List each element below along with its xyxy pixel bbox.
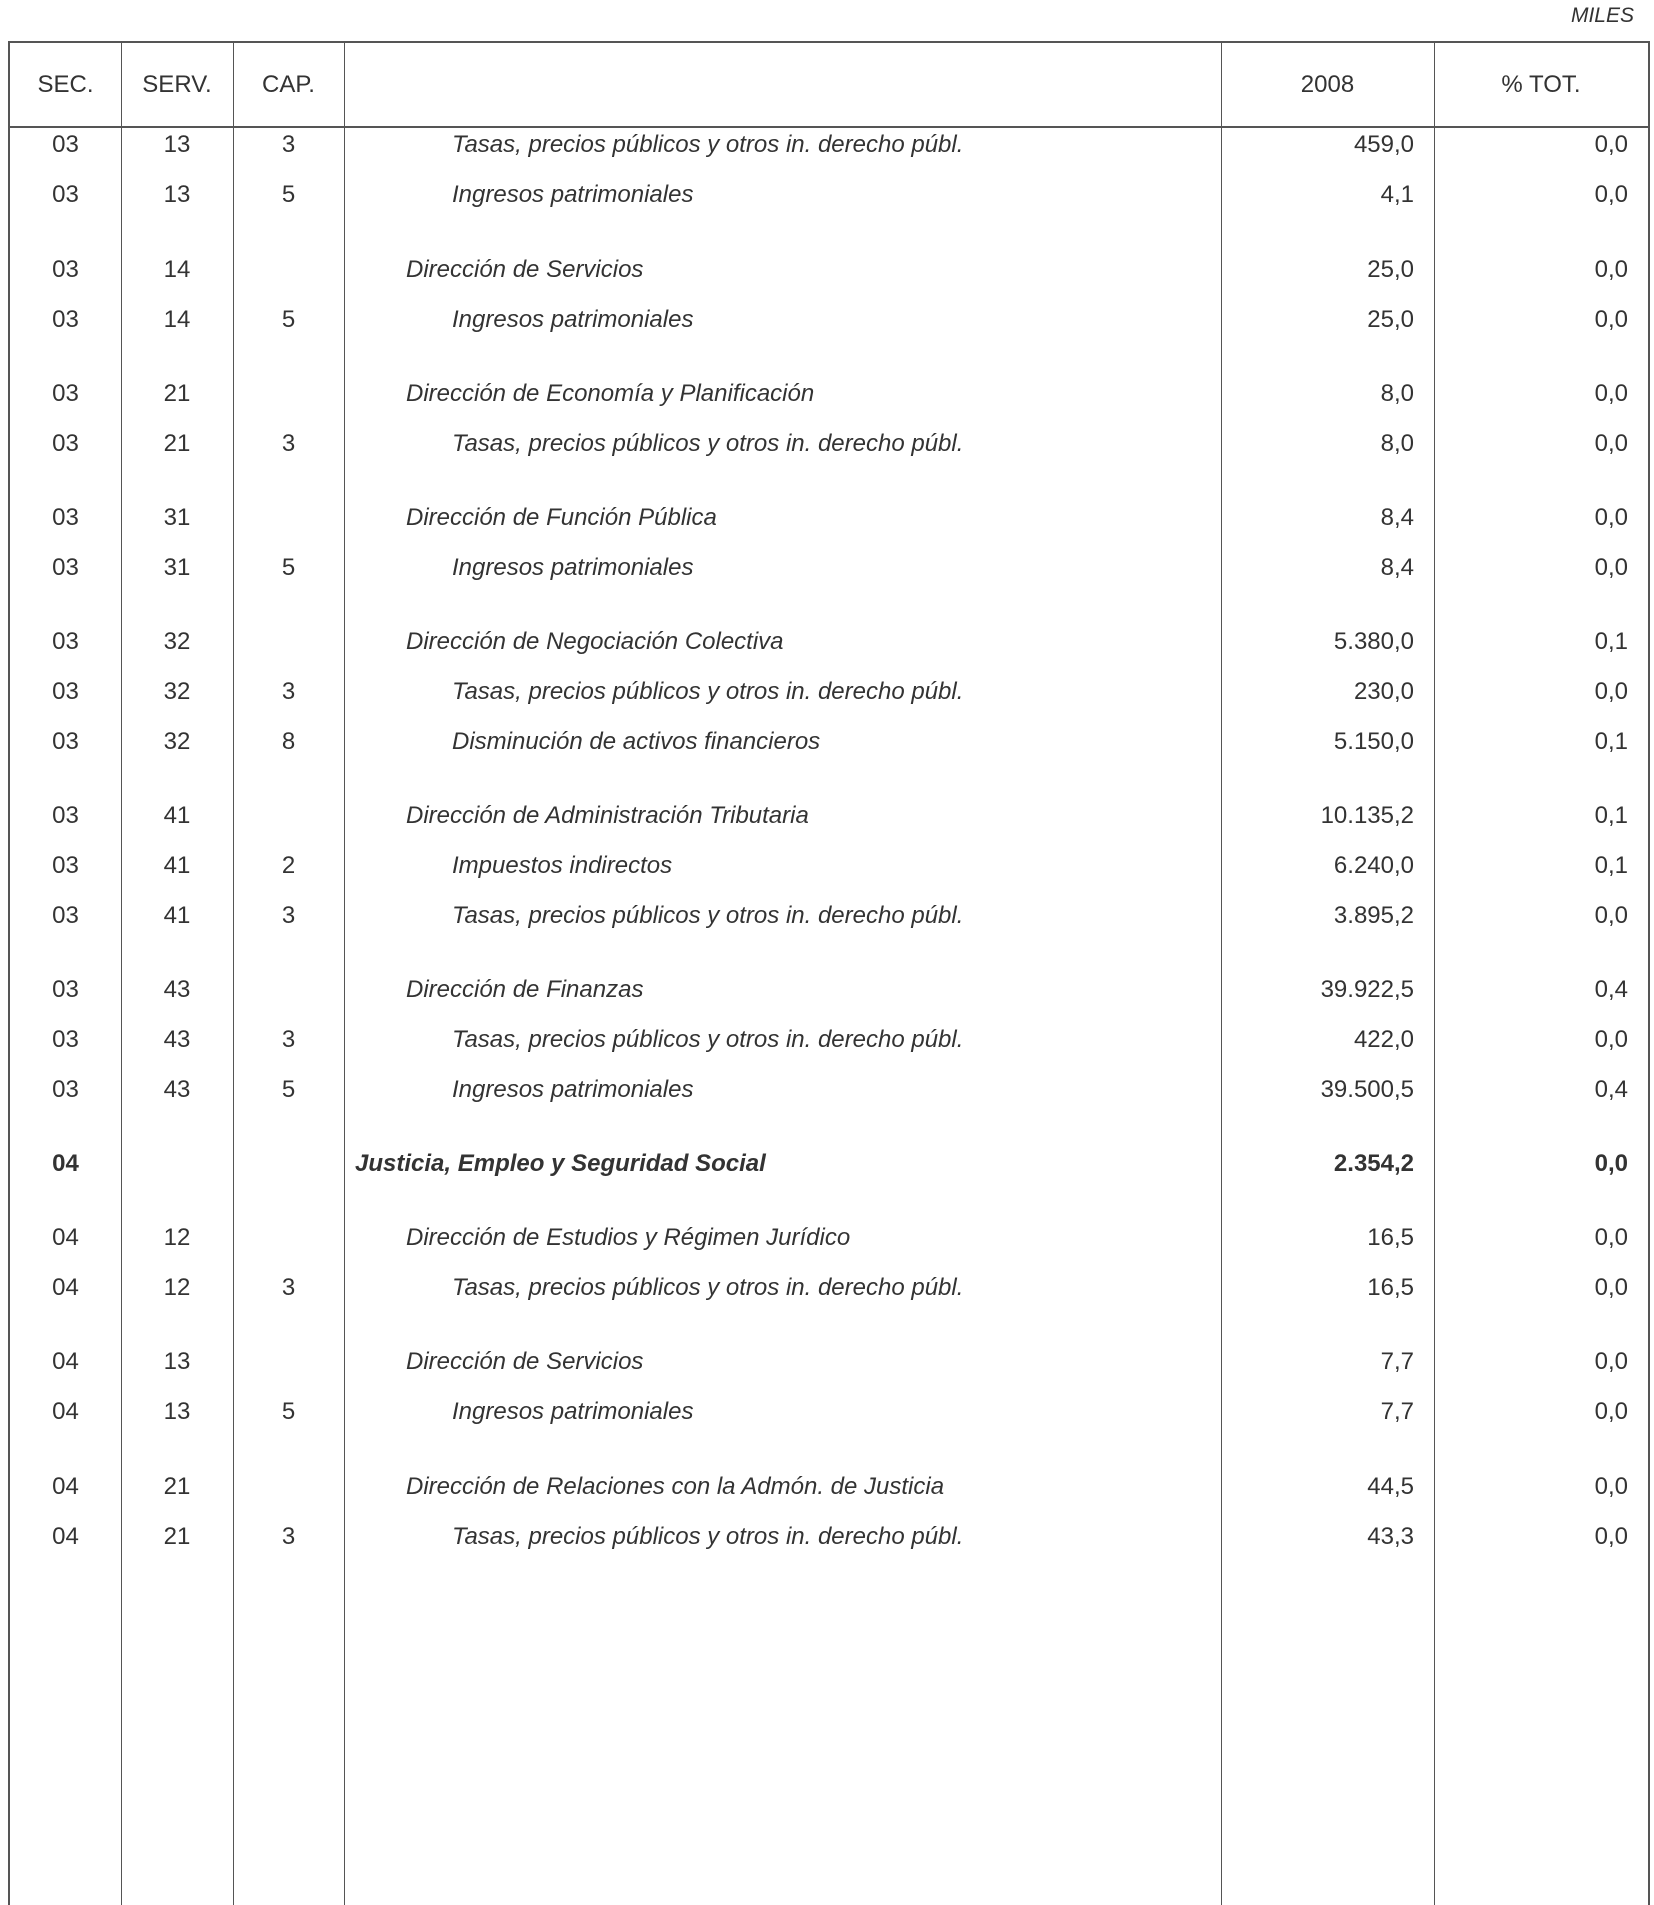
- row-description: Dirección de Estudios y Régimen Jurídico: [406, 1224, 851, 1251]
- table-row: [10, 796, 1648, 836]
- row-amount: 44,5: [1367, 1473, 1414, 1500]
- table-row: [10, 1517, 1648, 1557]
- row-cap: 3: [281, 1523, 296, 1550]
- row-sec: 03: [52, 430, 79, 457]
- table-row: [10, 622, 1648, 662]
- row-description: Impuestos indirectos: [452, 852, 673, 879]
- row-serv: 14: [163, 306, 191, 333]
- row-percent: 0,0: [1594, 430, 1628, 457]
- row-percent: 0,4: [1594, 976, 1628, 1003]
- table-row: [10, 300, 1648, 340]
- row-description: Ingresos patrimoniales: [452, 1076, 694, 1103]
- row-description: Dirección de Finanzas: [406, 976, 644, 1003]
- row-serv: 43: [163, 1076, 191, 1103]
- row-percent: 0,0: [1594, 1473, 1628, 1500]
- row-serv: 31: [163, 554, 191, 581]
- row-sec: 03: [52, 380, 79, 407]
- row-serv: 31: [163, 504, 191, 531]
- row-percent: 0,0: [1594, 504, 1628, 531]
- row-percent: 0,0: [1594, 1523, 1628, 1550]
- row-serv: 21: [163, 1473, 191, 1500]
- row-sec: 03: [52, 976, 79, 1003]
- row-sec: 04: [52, 1348, 79, 1375]
- row-percent: 0,0: [1594, 256, 1628, 283]
- row-amount: 10.135,2: [1320, 802, 1414, 829]
- row-percent: 0,0: [1594, 1398, 1628, 1425]
- row-description: Dirección de Servicios: [406, 1348, 644, 1375]
- row-sec: 03: [52, 628, 79, 655]
- row-sec: 03: [52, 131, 79, 158]
- row-cap: 5: [281, 1398, 296, 1425]
- row-cap: 3: [281, 1274, 296, 1301]
- row-sec: 03: [52, 1076, 79, 1103]
- row-serv: 41: [163, 902, 191, 929]
- row-cap: 5: [281, 181, 296, 208]
- row-sec: 04: [52, 1523, 79, 1550]
- row-percent: 0,0: [1594, 1026, 1628, 1053]
- header-year: 2008: [1300, 71, 1355, 98]
- table-row: [10, 896, 1648, 936]
- row-percent: 0,1: [1594, 728, 1628, 755]
- row-cap: 3: [281, 678, 296, 705]
- row-amount: 43,3: [1367, 1523, 1414, 1550]
- row-sec: 03: [52, 902, 79, 929]
- row-description: Tasas, precios públicos y otros in. derecho públ.: [452, 131, 964, 158]
- row-percent: 0,0: [1594, 306, 1628, 333]
- row-cap: 5: [281, 1076, 296, 1103]
- row-serv: 13: [163, 1398, 191, 1425]
- table-row: [10, 1342, 1648, 1382]
- row-description: Dirección de Administración Tributaria: [406, 802, 809, 829]
- row-percent: 0,1: [1594, 628, 1628, 655]
- row-serv: 13: [163, 131, 191, 158]
- table-row: [10, 722, 1648, 762]
- table-row: [10, 175, 1648, 215]
- row-amount: 459,0: [1353, 131, 1414, 158]
- row-amount: 7,7: [1380, 1348, 1414, 1375]
- row-amount: 39.922,5: [1320, 976, 1414, 1003]
- row-amount: 3.895,2: [1333, 902, 1414, 929]
- row-amount: 5.150,0: [1333, 728, 1414, 755]
- row-serv: 12: [163, 1274, 191, 1301]
- row-description: Dirección de Negociación Colectiva: [406, 628, 784, 655]
- row-sec: 03: [52, 728, 79, 755]
- row-serv: 21: [163, 430, 191, 457]
- row-cap: 8: [281, 728, 296, 755]
- row-amount: 230,0: [1353, 678, 1414, 705]
- row-amount: 2.354,2: [1333, 1150, 1414, 1177]
- row-sec: 03: [52, 678, 79, 705]
- row-amount: 8,4: [1380, 554, 1414, 581]
- row-cap: 5: [281, 554, 296, 581]
- row-description: Disminución de activos financieros: [452, 728, 821, 755]
- row-serv: 43: [163, 1026, 191, 1053]
- row-description: Tasas, precios públicos y otros in. derecho públ.: [452, 1026, 964, 1053]
- row-sec: 04: [52, 1224, 79, 1251]
- row-percent: 0,1: [1594, 852, 1628, 879]
- row-percent: 0,0: [1594, 678, 1628, 705]
- row-amount: 5.380,0: [1333, 628, 1414, 655]
- table-row: [10, 498, 1648, 538]
- header-serv: SERV.: [142, 71, 212, 98]
- row-description: Tasas, precios públicos y otros in. derecho públ.: [452, 678, 964, 705]
- table-row: [10, 1020, 1648, 1060]
- row-description: Tasas, precios públicos y otros in. derecho públ.: [452, 1523, 964, 1550]
- budget-table: [8, 41, 1650, 1905]
- row-cap: 3: [281, 131, 296, 158]
- row-percent: 0,0: [1594, 554, 1628, 581]
- row-percent: 0,0: [1594, 181, 1628, 208]
- row-amount: 16,5: [1367, 1224, 1414, 1251]
- row-serv: 32: [163, 628, 191, 655]
- row-description: Ingresos patrimoniales: [452, 181, 694, 208]
- row-percent: 0,4: [1594, 1076, 1628, 1103]
- row-description: Dirección de Servicios: [406, 256, 644, 283]
- row-serv: 41: [163, 852, 191, 879]
- table-row: [10, 970, 1648, 1010]
- row-serv: 21: [163, 380, 191, 407]
- table-row: [10, 1218, 1648, 1258]
- row-serv: 13: [163, 181, 191, 208]
- row-description: Dirección de Economía y Planificación: [406, 380, 815, 407]
- row-amount: 6.240,0: [1333, 852, 1414, 879]
- row-cap: 3: [281, 430, 296, 457]
- row-cap: 5: [281, 306, 296, 333]
- row-sec: 03: [52, 852, 79, 879]
- row-description: Ingresos patrimoniales: [452, 554, 694, 581]
- header-cap: CAP.: [262, 71, 315, 98]
- row-sec: 04: [52, 1150, 79, 1177]
- header-pct: % TOT.: [1501, 71, 1581, 98]
- row-serv: 41: [163, 802, 191, 829]
- row-amount: 4,1: [1380, 181, 1414, 208]
- row-amount: 25,0: [1367, 256, 1414, 283]
- row-description: Dirección de Función Pública: [406, 504, 717, 531]
- table-row: [10, 374, 1648, 414]
- row-serv: 14: [163, 256, 191, 283]
- row-description: Tasas, precios públicos y otros in. derecho públ.: [452, 1274, 964, 1301]
- row-sec: 03: [52, 504, 79, 531]
- row-amount: 16,5: [1367, 1274, 1414, 1301]
- row-cap: 2: [281, 852, 296, 879]
- row-sec: 04: [52, 1473, 79, 1500]
- table-row: [10, 846, 1648, 886]
- row-amount: 8,0: [1380, 380, 1414, 407]
- row-percent: 0,0: [1594, 1274, 1628, 1301]
- row-percent: 0,1: [1594, 802, 1628, 829]
- row-sec: 03: [52, 554, 79, 581]
- row-percent: 0,0: [1594, 131, 1628, 158]
- row-percent: 0,0: [1594, 1224, 1628, 1251]
- row-percent: 0,0: [1594, 902, 1628, 929]
- row-description: Justicia, Empleo y Seguridad Social: [355, 1150, 766, 1177]
- row-serv: 21: [163, 1523, 191, 1550]
- row-serv: 32: [163, 678, 191, 705]
- row-sec: 03: [52, 181, 79, 208]
- row-description: Tasas, precios públicos y otros in. derecho públ.: [452, 430, 964, 457]
- row-description: Ingresos patrimoniales: [452, 1398, 694, 1425]
- row-amount: 25,0: [1367, 306, 1414, 333]
- table-row: [10, 548, 1648, 588]
- row-description: Ingresos patrimoniales: [452, 306, 694, 333]
- table-row: [10, 424, 1648, 464]
- table-row: [10, 672, 1648, 712]
- row-percent: 0,0: [1594, 1150, 1628, 1177]
- row-percent: 0,0: [1594, 1348, 1628, 1375]
- row-serv: 13: [163, 1348, 191, 1375]
- row-sec: 03: [52, 1026, 79, 1053]
- row-serv: 43: [163, 976, 191, 1003]
- table-row: [10, 125, 1648, 165]
- row-cap: 3: [281, 902, 296, 929]
- row-amount: 7,7: [1380, 1398, 1414, 1425]
- row-amount: 422,0: [1353, 1026, 1414, 1053]
- row-sec: 03: [52, 256, 79, 283]
- table-row: [10, 1467, 1648, 1507]
- table-row: [10, 1268, 1648, 1308]
- row-cap: 3: [281, 1026, 296, 1053]
- row-percent: 0,0: [1594, 380, 1628, 407]
- table-row: [10, 1144, 1648, 1184]
- row-amount: 8,4: [1380, 504, 1414, 531]
- row-amount: 39.500,5: [1320, 1076, 1414, 1103]
- row-sec: 03: [52, 306, 79, 333]
- row-serv: 32: [163, 728, 191, 755]
- header-sec: SEC.: [37, 71, 94, 98]
- row-sec: 04: [52, 1274, 79, 1301]
- row-description: Dirección de Relaciones con la Admón. de Justicia: [406, 1473, 945, 1500]
- row-serv: 12: [163, 1224, 191, 1251]
- row-sec: 04: [52, 1398, 79, 1425]
- table-row: [10, 1392, 1648, 1432]
- row-sec: 03: [52, 802, 79, 829]
- table-row: [10, 1070, 1648, 1110]
- table-row: [10, 250, 1648, 290]
- row-description: Tasas, precios públicos y otros in. derecho públ.: [452, 902, 964, 929]
- units-label: MILES: [1570, 4, 1634, 27]
- row-amount: 8,0: [1380, 430, 1414, 457]
